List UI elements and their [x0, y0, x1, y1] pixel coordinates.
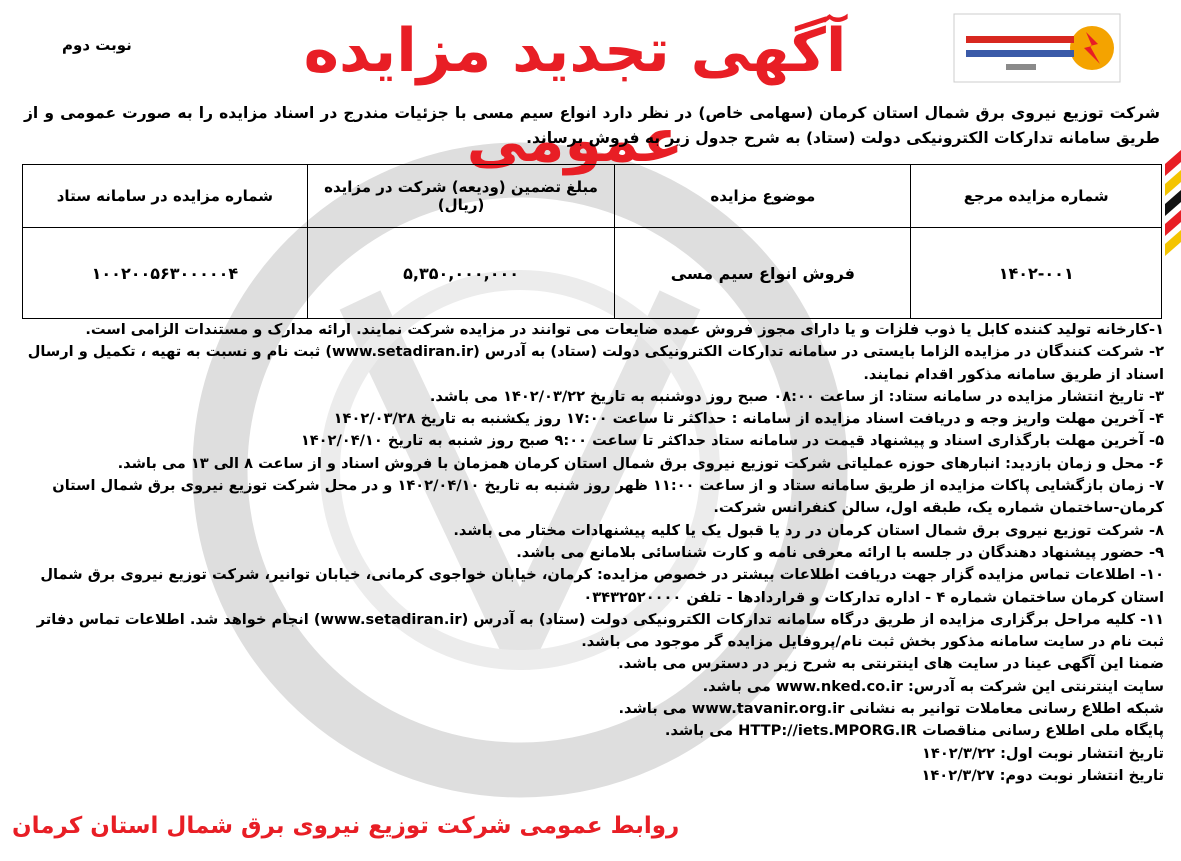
- page-title: آگهی تجدید مزایده عمومی: [303, 16, 847, 176]
- publication-badge: نوبت دوم: [62, 36, 132, 54]
- second-publication-date: تاریخ انتشار نوبت دوم: ۱۴۰۲/۳/۲۷: [921, 766, 1164, 784]
- note-availability: ضمنا این آگهی عینا در سایت های اینترنتی به شرح زیر در دسترس می باشد.: [618, 655, 1164, 673]
- clause-9: ۹- حضور پیشنهاد دهندگان در جلسه با ارائه معرفی نامه و کارت شناسائی بلامانع می باشد.: [516, 543, 1164, 561]
- edge-stripes: [1165, 150, 1181, 270]
- intro-paragraph: شرکت توزیع نیروی برق شمال استان کرمان (سهامی خاص) در نظر دارد انواع سیم مسی با جزئیات مندرج در اسناد مزایده را به صورت عمومی و از طریق سامانه تدارکات الکترونیکی دولت (ستاد) به شرح جدول زیر به فروش برساند.: [24, 104, 1160, 147]
- cell-setad-number: ۱۰۰۲۰۰۵۶۳۰۰۰۰۰۴: [23, 228, 308, 319]
- header-deposit: مبلغ تضمین (ودیعه) شرکت در مزایده (ریال): [307, 165, 615, 228]
- cell-subject: فروش انواع سیم مسی: [615, 228, 911, 319]
- clause-4: ۴- آخرین مهلت واریز وجه و دریافت اسناد مزایده از سامانه : حداکثر تا ساعت ۱۷:۰۰ روز یکشنبه به تاریخ ۱۴۰۲/۰۳/۲۸: [333, 410, 1164, 428]
- note-tavanir-site: شبکه اطلاع رسانی معاملات توانیر به نشانی www.tavanir.org.ir می باشد.: [618, 700, 1164, 718]
- clause-2: ۲- شرکت کنندگان در مزایده الزاما بایستی در سامانه تدارکات الکترونیکی دولت (ستاد) به آدرس (www.setadiran.ir) ثبت نام و نسبت به تهیه ، تکمیل و ارسال اسناد از طریق سامانه مذکور اقدام نمایند.: [27, 343, 1164, 383]
- clause-3: ۳- تاریخ انتشار مزایده در سامانه ستاد: از ساعت ۰۸:۰۰ صبح روز دوشنبه به تاریخ ۱۴۰۲/۰۳/۲۲ می باشد.: [429, 387, 1164, 405]
- first-publication-date: تاریخ انتشار نوبت اول: ۱۴۰۲/۳/۲۲: [922, 744, 1164, 762]
- public-relations-signature: روابط عمومی شرکت توزیع نیروی برق شمال استان کرمان: [12, 813, 680, 839]
- cell-deposit: ۵,۳۵۰,۰۰۰,۰۰۰: [307, 228, 615, 319]
- table-header-row: [23, 165, 1162, 228]
- header-subject: موضوع مزایده: [615, 165, 911, 228]
- company-logo: [952, 10, 1122, 86]
- clause-11: ۱۱- کلیه مراحل برگزاری مزایده از طریق درگاه سامانه تدارکات الکترونیکی دولت (ستاد) به آدرس (www.setadiran.ir) انجام خواهد شد. اطلاعات تماس دفاتر ثبت نام در سایت سامانه مذکور بخش ثبت نام/پروفایل مزایده گر موجود می باشد.: [36, 610, 1164, 651]
- clause-5: ۵- آخرین مهلت بارگذاری اسناد و پیشنهاد قیمت در سامانه ستاد حداکثر تا ساعت ۹:۰۰ صبح روز شنبه به تاریخ ۱۴۰۲/۰۴/۱۰: [300, 432, 1164, 450]
- clause-7: ۷- زمان بازگشایی پاکات مزایده از طریق سامانه ستاد و از ساعت ۱۱:۰۰ ظهر روز شنبه به تاریخ ۱۴۰۲/۰۴/۱۰ و در محل شرکت توزیع نیروی برق شمال استان کرمان-ساختمان شماره یک، طبقه اول، سالن کنفرانس شرکت.: [52, 477, 1164, 517]
- header-reference-number: شماره مزایده مرجع: [911, 165, 1162, 228]
- note-company-site: سایت اینترنتی این شرکت به آدرس: www.nked.co.ir می باشد.: [702, 677, 1164, 695]
- cell-reference-number: ۱۴۰۲-۰۰۱: [911, 228, 1162, 319]
- conditions-list: [24, 319, 1164, 787]
- table-row: [23, 228, 1162, 319]
- header-setad-number: شماره مزایده در سامانه ستاد: [23, 165, 308, 228]
- clause-1: ۱-کارخانه تولید کننده کابل یا ذوب فلزات و یا دارای مجوز فروش عمده ضایعات می توانند در مزایده شرکت نمایند. ارائه مدارک و مستندات الزامی است.: [85, 321, 1164, 338]
- clause-10: ۱۰- اطلاعات تماس مزایده گزار جهت دریافت اطلاعات بیشتر در خصوص مزایده: کرمان، خیابان خواجوی کرمانی، خیابان توانیر، شرکت توزیع نیروی برق شمال استان کرمان ساختمان شماره ۴ - اداره تدارکات و قراردادها - تلفن ۰۳۴۳۲۵۲۰۰۰۰: [40, 566, 1164, 606]
- note-iets-site: پایگاه ملی اطلاع رسانی مناقصات HTTP://iets.MPORG.IR می باشد.: [664, 722, 1164, 740]
- clause-8: ۸- شرکت توزیع نیروی برق شمال استان کرمان در رد یا قبول یک یا کلیه پیشنهادات مختار می باشد.: [453, 521, 1164, 539]
- clause-6: ۶- محل و زمان بازدید: انبارهای حوزه عملیاتی شرکت توزیع نیروی برق شمال استان کرمان همزمان با فروش اسناد و از ساعت ۸ الی ۱۳ می باشد.: [117, 454, 1164, 472]
- auction-table: [22, 164, 1162, 319]
